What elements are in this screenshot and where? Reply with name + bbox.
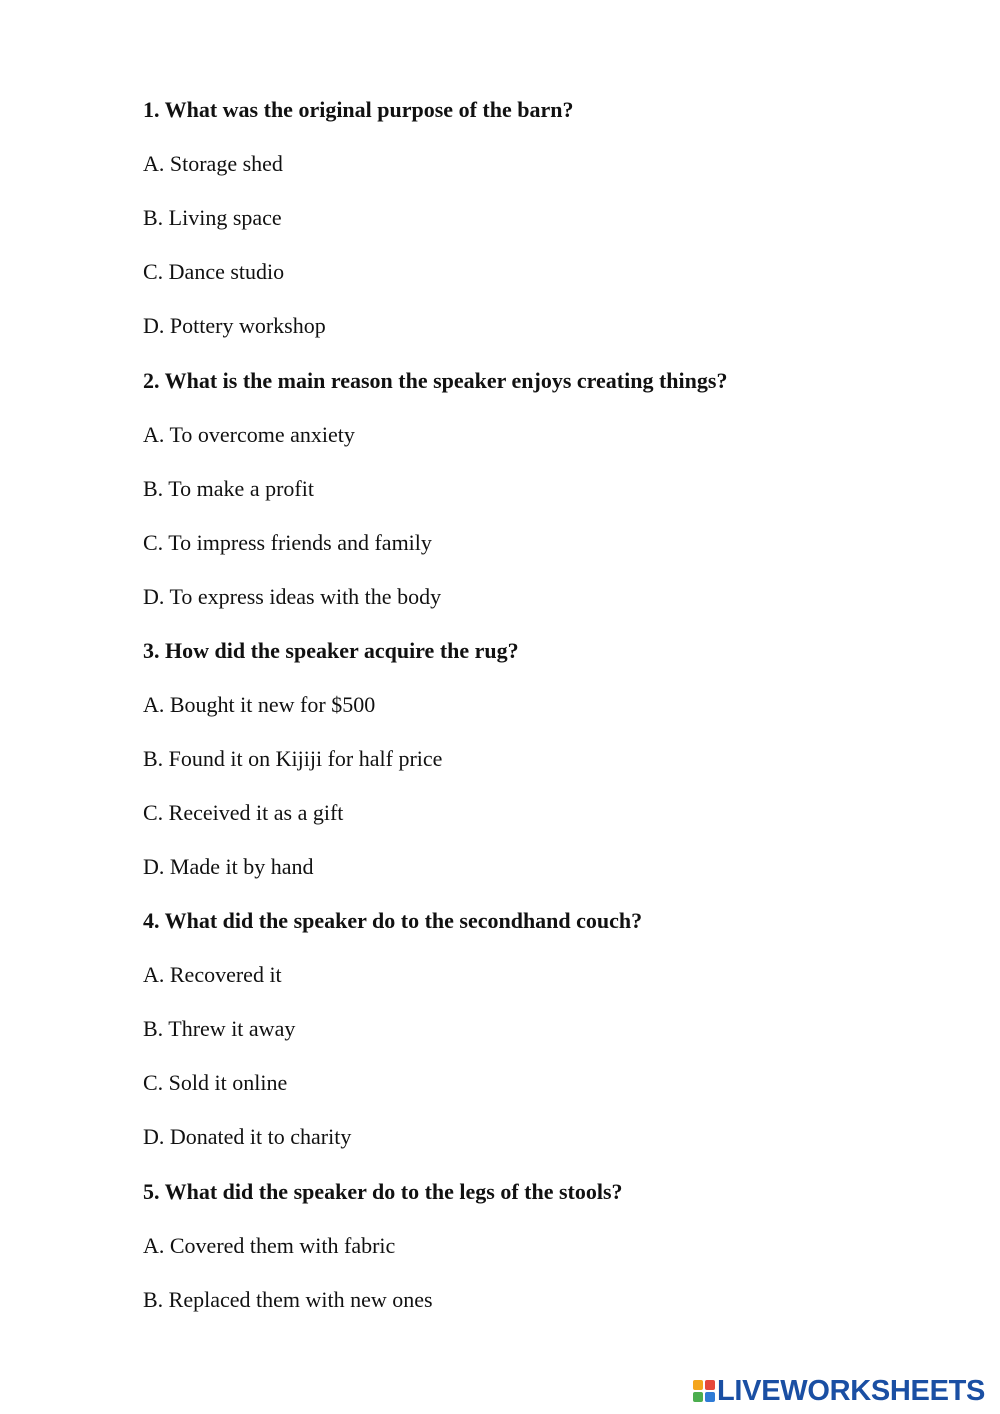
question-3-option-c[interactable]: C. Received it as a gift (143, 800, 344, 825)
question-2-option-c[interactable]: C. To impress friends and family (143, 530, 432, 555)
question-4-option-d[interactable]: D. Donated it to charity (143, 1124, 352, 1149)
question-5-option-b[interactable]: B. Replaced them with new ones (143, 1287, 433, 1312)
question-4-option-a[interactable]: A. Recovered it (143, 962, 282, 987)
liveworksheets-logo[interactable] (693, 1374, 985, 1408)
brand-name: LIVEWORKSHEETS (717, 1375, 986, 1407)
question-4-option-c[interactable]: C. Sold it online (143, 1070, 288, 1095)
question-5-option-a[interactable]: A. Covered them with fabric (143, 1233, 396, 1258)
question-1-option-c[interactable]: C. Dance studio (143, 259, 285, 284)
question-2-text: 2. What is the main reason the speaker enjoys creating things? (143, 368, 728, 393)
question-2-option-a[interactable]: A. To overcome anxiety (143, 422, 355, 447)
question-3-option-a[interactable]: A. Bought it new for $500 (143, 692, 376, 717)
question-1-text: 1. What was the original purpose of the barn? (143, 97, 574, 122)
question-1-option-a[interactable]: A. Storage shed (143, 151, 283, 176)
question-4-option-b[interactable]: B. Threw it away (143, 1016, 296, 1041)
question-1-option-d[interactable]: D. Pottery workshop (143, 313, 326, 338)
question-4-text: 4. What did the speaker do to the secondhand couch? (143, 908, 643, 933)
question-2-option-d[interactable]: D. To express ideas with the body (143, 584, 442, 609)
question-3-option-d[interactable]: D. Made it by hand (143, 854, 314, 879)
question-3-text: 3. How did the speaker acquire the rug? (143, 638, 519, 663)
question-3-option-b[interactable]: B. Found it on Kijiji for half price (143, 746, 443, 771)
question-2-option-b[interactable]: B. To make a profit (143, 476, 314, 501)
question-5-text: 5. What did the speaker do to the legs of the stools? (143, 1179, 623, 1204)
question-1-option-b[interactable]: B. Living space (143, 205, 282, 230)
liveworksheets-logo-icon (693, 1380, 715, 1402)
